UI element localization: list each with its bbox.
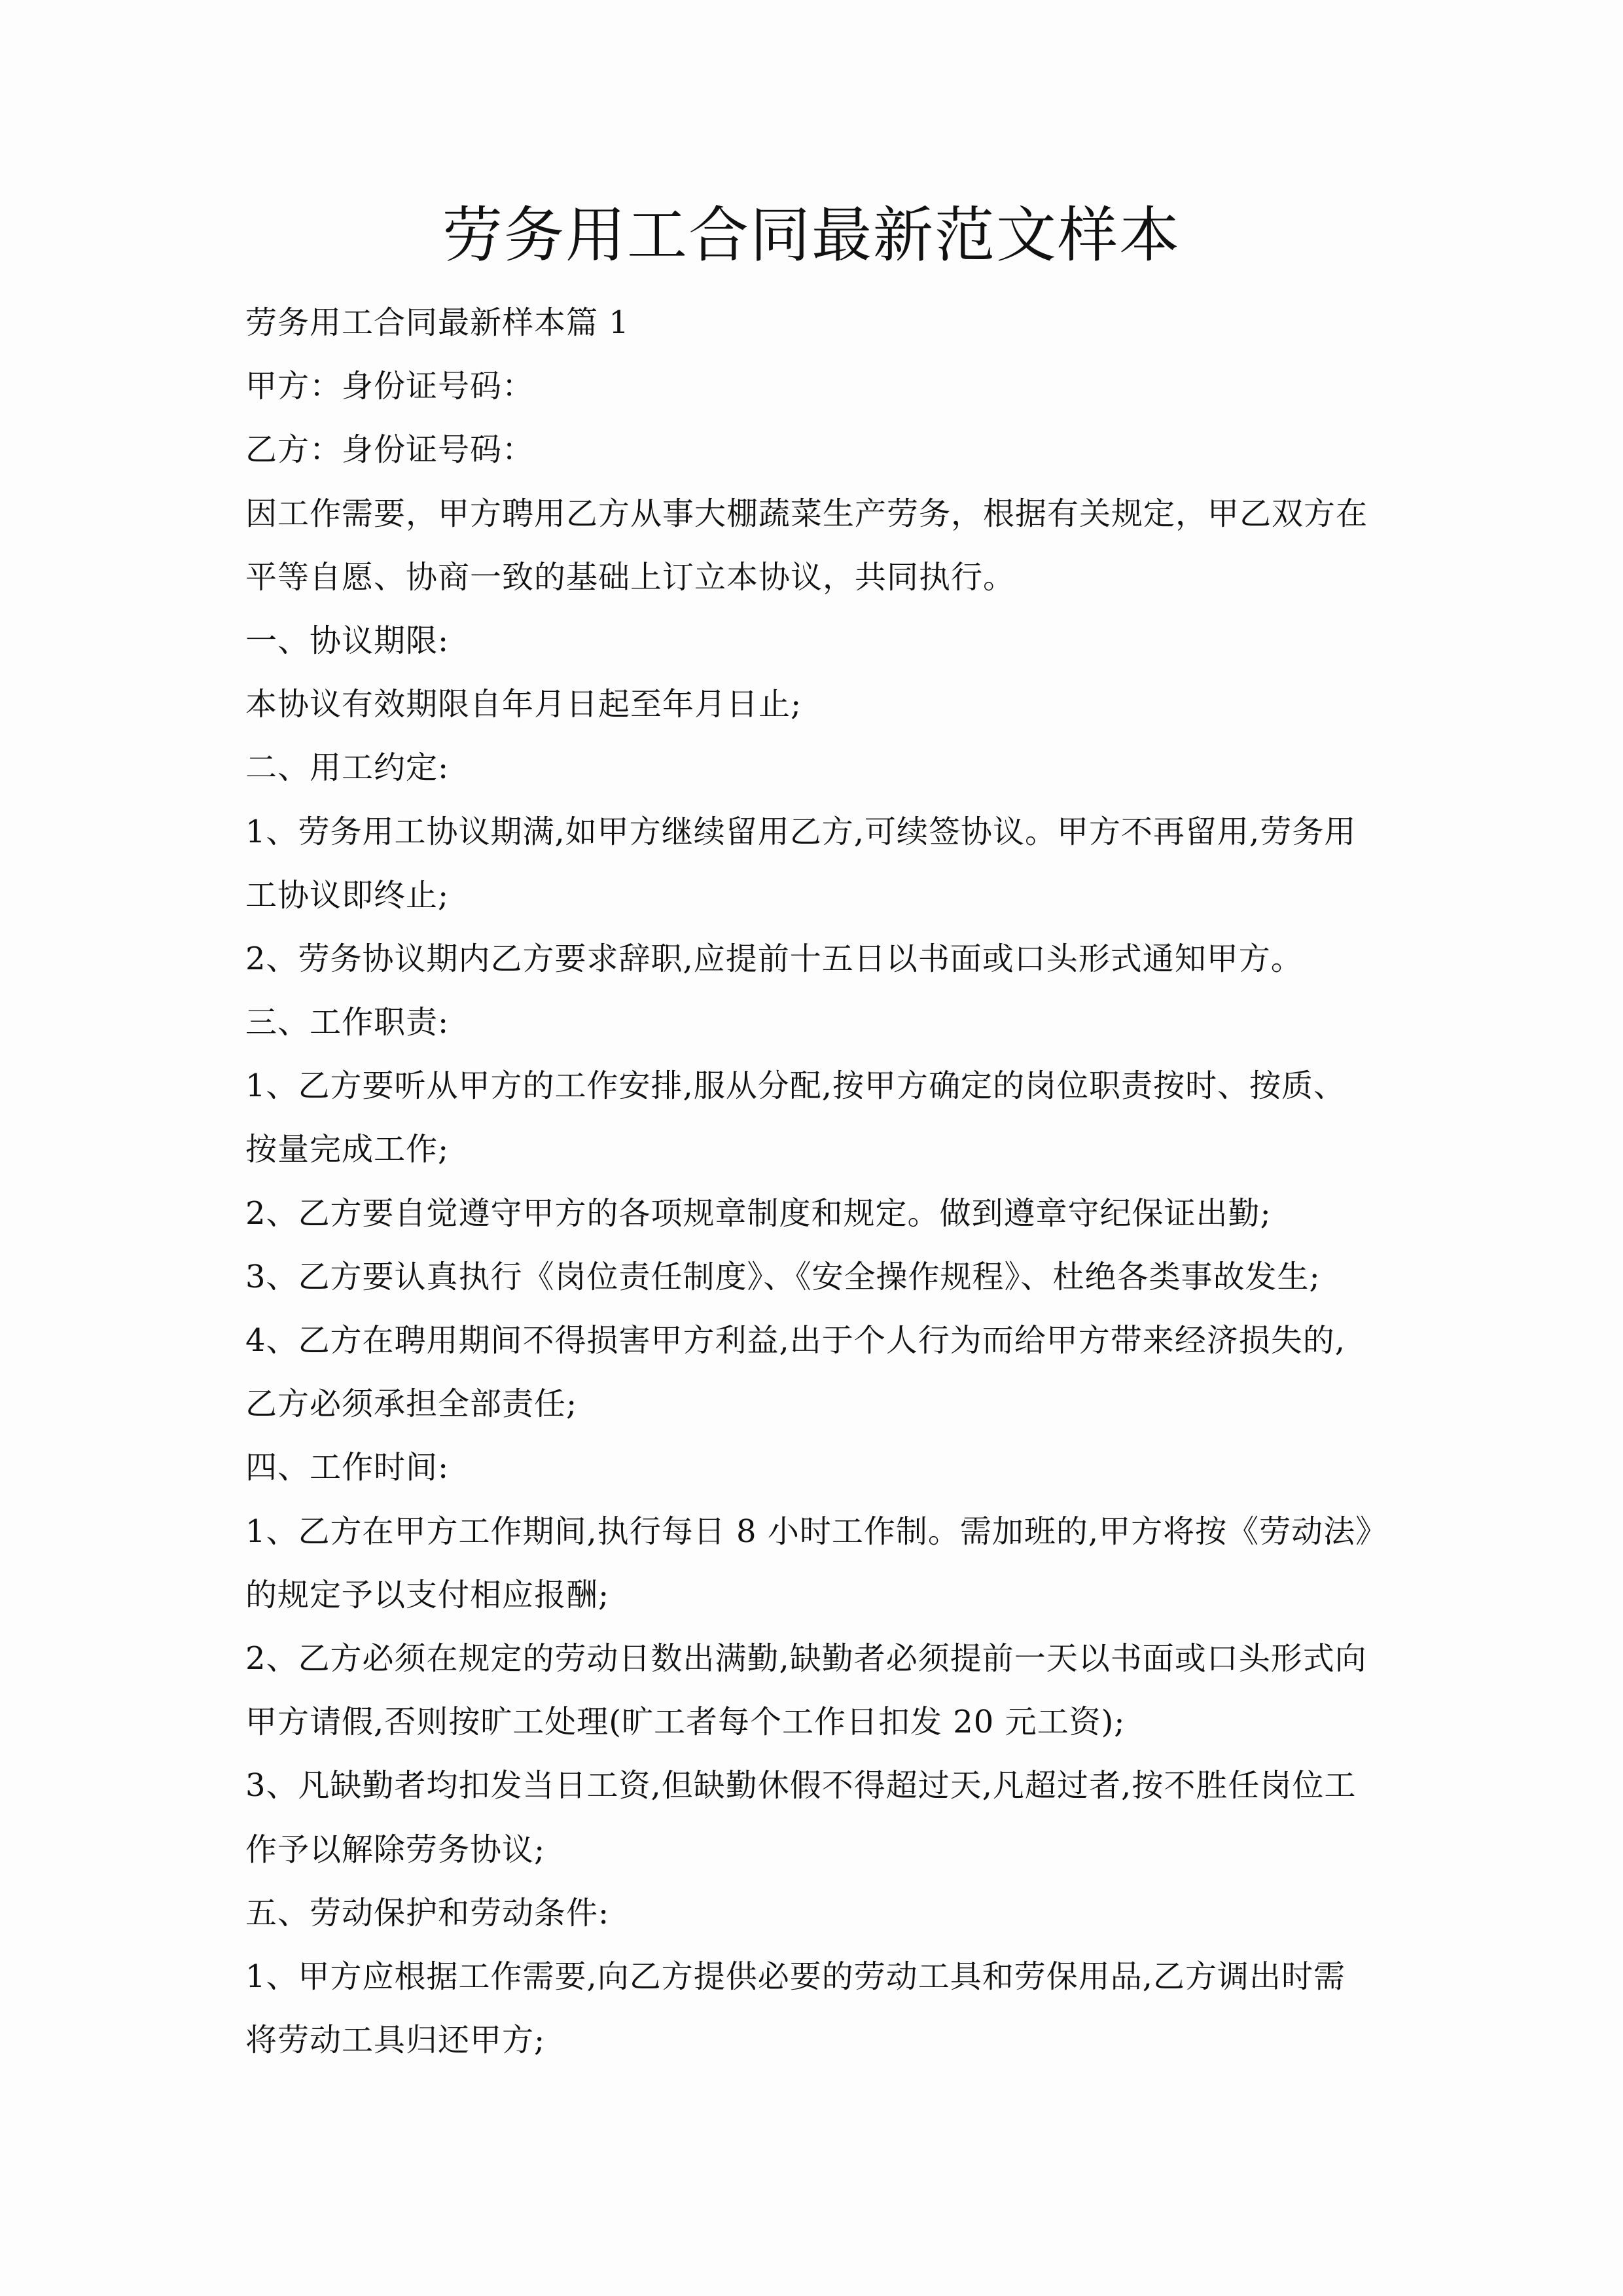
paragraph-line: 的规定予以支付相应报酬; [245,1576,610,1613]
paragraph-line: 乙方必须承担全部责任; [245,1386,578,1423]
paragraph-line: 3、乙方要认真执行《岗位责任制度》、《安全操作规程》、杜绝各类事故发生; [245,1258,1321,1295]
clause-heading: 四、工作时间: [245,1449,450,1486]
paragraph-line: 1、乙方在甲方工作期间,执行每日 8 小时工作制。需加班的,甲方将按《劳动法》 [245,1513,1388,1550]
paragraph-line: 2、乙方要自觉遵守甲方的各项规章制度和规定。做到遵章守纪保证出勤; [245,1194,1272,1232]
paragraph-line: 按量完成工作; [245,1131,450,1168]
clause-heading: 三、工作职责: [245,1004,450,1041]
clause-heading: 二、用工约定: [245,749,450,787]
paragraph-line: 平等自愿、协商一致的基础上订立本协议，共同执行。 [245,558,1016,596]
party-a-id-field: 甲方：身份证号码： [245,368,535,405]
clause-heading: 一、协议期限: [245,622,450,659]
paragraph-line: 4、乙方在聘用期间不得损害甲方利益,出于个人行为而给甲方带来经济损失的, [245,1322,1346,1359]
section-heading: 劳务用工合同最新样本篇 1 [245,304,630,341]
paragraph-line: 1、劳务用工协议期满,如甲方继续留用乙方,可续签协议。甲方不再留用,劳务用 [245,813,1357,850]
paragraph-line: 本协议有效期限自年月日起至年月日止; [245,686,802,723]
paragraph-line: 2、乙方必须在规定的劳动日数出满勤,缺勤者必须提前一天以书面或口头形式向 [245,1640,1367,1677]
paragraph-line: 工协议即终止; [245,876,450,914]
clause-heading: 五、劳动保护和劳动条件: [245,1894,610,1931]
paragraph-line: 甲方请假,否则按旷工处理(旷工者每个工作日扣发 20 元工资); [245,1704,1126,1741]
paragraph-line: 2、劳务协议期内乙方要求辞职,应提前十五日以书面或口头形式通知甲方。 [245,940,1303,977]
paragraph-line: 3、凡缺勤者均扣发当日工资,但缺勤休假不得超过天,凡超过者,按不胜任岗位工 [245,1767,1357,1804]
paragraph-line: 作予以解除劳务协议; [245,1831,546,1868]
party-b-id-field: 乙方：身份证号码： [245,431,535,469]
document-body [245,291,1388,2072]
paragraph-line: 将劳动工具归还甲方; [245,2022,546,2059]
paragraph-line: 因工作需要，甲方聘用乙方从事大棚蔬菜生产劳务，根据有关规定，甲乙双方在 [245,495,1368,532]
document-title: 劳务用工合同最新范文样本 [442,200,1181,270]
paragraph-line: 1、甲方应根据工作需要,向乙方提供必要的劳动工具和劳保用品,乙方调出时需 [245,1958,1346,1995]
paragraph-line: 1、乙方要听从甲方的工作安排,服从分配,按甲方确定的岗位职责按时、按质、 [245,1067,1346,1105]
